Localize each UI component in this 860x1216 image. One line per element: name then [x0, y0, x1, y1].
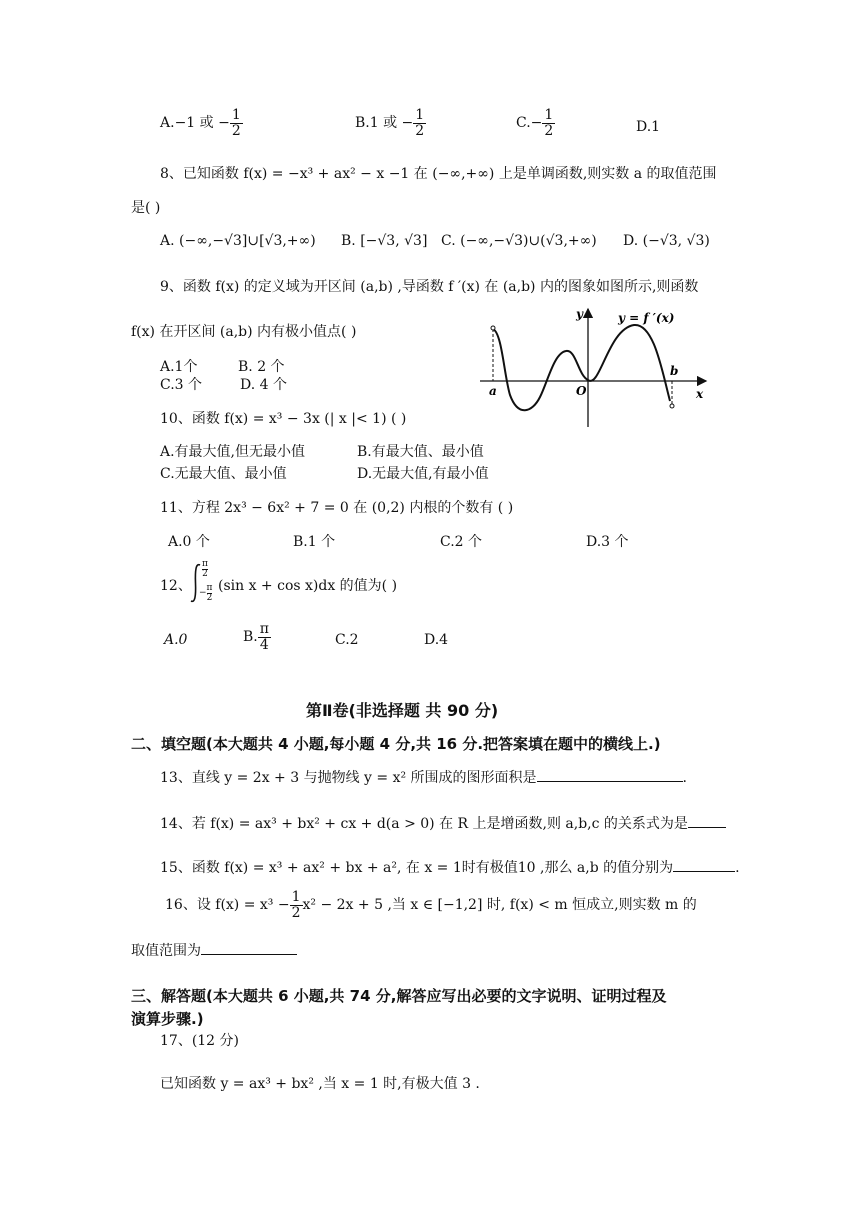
q9-option-a: A.1个	[160, 359, 198, 375]
q17-heading: 17、(12 分)	[160, 1033, 240, 1049]
q13-text: 13、直线 y = 2x + 3 与抛物线 y = x² 所围成的图形面积是	[160, 770, 537, 786]
q12-stem: (sin x + cos x)dx 的值为( )	[218, 578, 398, 594]
denominator: 2	[231, 122, 241, 139]
q13	[160, 767, 687, 787]
lower-num: π	[206, 583, 213, 593]
option-text: −1 或 −	[174, 115, 230, 132]
y-axis-label: y	[576, 307, 583, 321]
q7-option-d: D.1	[636, 119, 661, 135]
q8-option-a: A. (−∞,−√3]∪[√3,+∞)	[160, 233, 316, 249]
q12-option-c: C.2	[335, 632, 359, 648]
q15	[160, 857, 740, 877]
curve-label: y = f ′(x)	[618, 311, 675, 325]
numerator: 1	[231, 107, 241, 123]
open-endpoint-a	[491, 326, 495, 330]
q10-option-b: B.有最大值、最小值	[357, 444, 484, 460]
denominator: 2	[291, 904, 301, 921]
derivative-graph	[476, 305, 716, 430]
q16-text-b: x² − 2x + 5 ,当 x ∈ [−1,2] 时, f(x) < m 恒成立,则实数 m 的	[302, 897, 697, 914]
q9-option-c: C.3 个	[160, 377, 203, 393]
integral-lower-limit	[199, 584, 212, 603]
denominator: 2	[415, 122, 425, 139]
q11-option-c: C.2 个	[440, 534, 483, 550]
lower-sign: −	[199, 588, 207, 598]
q16-cont	[131, 940, 297, 960]
denominator: 2	[544, 122, 554, 139]
q8-option-b: B. [−√3, √3]	[341, 233, 428, 249]
q10-option-a: A.有最大值,但无最小值	[160, 444, 306, 460]
a-label: a	[489, 384, 497, 398]
answer-blank	[688, 827, 726, 828]
fraction	[413, 108, 426, 138]
q14-text: 14、若 f(x) = ax³ + bx² + cx + d(a > 0) 在 R 上是增函数,则 a,b,c 的关系式为是	[160, 816, 688, 832]
numerator: 1	[544, 107, 554, 123]
q16-text-a: 16、设 f(x) = x³ −	[165, 897, 290, 914]
q11-option-b: B.1 个	[293, 534, 336, 550]
q10-option-d: D.无最大值,有最小值	[357, 466, 489, 482]
upper-den: 2	[202, 569, 208, 579]
q8-option-d: D. (−√3, √3)	[623, 233, 710, 249]
q9-stem-cont: f(x) 在开区间 (a,b) 内有极小值点( )	[131, 324, 357, 340]
q11-option-a: A.0 个	[168, 534, 210, 550]
option-label: B.	[355, 115, 370, 132]
section2-heading: 二、填空题(本大题共 4 小题,每小题 4 分,共 16 分.把答案填在题中的横线上.)	[131, 735, 661, 753]
q14	[160, 813, 726, 833]
q13-end: .	[682, 770, 687, 786]
fraction	[258, 622, 271, 652]
open-endpoint-b	[670, 404, 674, 408]
answer-blank	[537, 781, 683, 782]
fraction	[230, 108, 243, 138]
q7-option-a	[160, 108, 243, 138]
option-label: C.	[516, 115, 531, 132]
numerator: π	[259, 621, 269, 637]
fraction	[290, 890, 303, 920]
q12-option-a: A.0	[164, 632, 188, 648]
q8-option-c: C. (−∞,−√3)∪(√3,+∞)	[441, 233, 597, 249]
b-label: b	[670, 364, 679, 378]
option-text: −	[530, 115, 543, 132]
answer-blank	[673, 871, 735, 872]
q16	[165, 890, 697, 920]
q12-number: 12、	[160, 578, 192, 594]
origin-label: O	[576, 384, 587, 398]
q17-stem: 已知函数 y = ax³ + bx² ,当 x = 1 时,有极大值 3 .	[160, 1076, 480, 1092]
option-label: B.	[243, 629, 258, 646]
option-label: A.	[160, 115, 175, 132]
numerator: 1	[415, 107, 425, 123]
q8-stem-cont: 是( )	[131, 200, 161, 216]
integral-upper-limit	[202, 560, 208, 579]
q11-stem: 11、方程 2x³ − 6x² + 7 = 0 在 (0,2) 内根的个数有 ( )	[160, 500, 514, 516]
q12-option-d: D.4	[424, 632, 449, 648]
q15-end: .	[735, 860, 740, 876]
answer-blank	[201, 954, 297, 955]
q12-option-b	[243, 622, 271, 652]
q8-stem: 8、已知函数 f(x) = −x³ + ax² − x −1 在 (−∞,+∞) 上是单调函数,则实数 a 的取值范围	[160, 166, 717, 182]
q7-option-b	[355, 108, 426, 138]
q10-stem: 10、函数 f(x) = x³ − 3x (| x |< 1) ( )	[160, 411, 407, 427]
q9-option-b: B. 2 个	[238, 359, 285, 375]
part2-title: 第Ⅱ卷(非选择题 共 90 分)	[306, 701, 499, 720]
q7-option-c	[516, 108, 555, 138]
numerator: 1	[291, 889, 301, 905]
fraction	[542, 108, 555, 138]
q16-text-c: 取值范围为	[131, 943, 201, 959]
section3-heading: 三、解答题(本大题共 6 小题,共 74 分,解答应写出必要的文字说明、证明过程及	[131, 987, 667, 1005]
q9-option-d: D. 4 个	[240, 377, 287, 393]
option-text: 1 或 −	[369, 115, 414, 132]
section3-heading-cont: 演算步骤.)	[131, 1010, 204, 1028]
x-axis-label: x	[696, 387, 704, 401]
lower-den: 2	[206, 593, 213, 603]
upper-num: π	[202, 559, 208, 569]
q9-stem: 9、函数 f(x) 的定义域为开区间 (a,b) ,导函数 f ′(x) 在 (a,b) 内的图象如图所示,则函数	[160, 279, 699, 295]
q15-text: 15、函数 f(x) = x³ + ax² + bx + a², 在 x = 1时有极值10 ,那么 a,b 的值分别为	[160, 860, 674, 876]
denominator: 4	[259, 636, 269, 653]
q11-option-d: D.3 个	[586, 534, 629, 550]
q10-option-c: C.无最大值、最小值	[160, 466, 287, 482]
